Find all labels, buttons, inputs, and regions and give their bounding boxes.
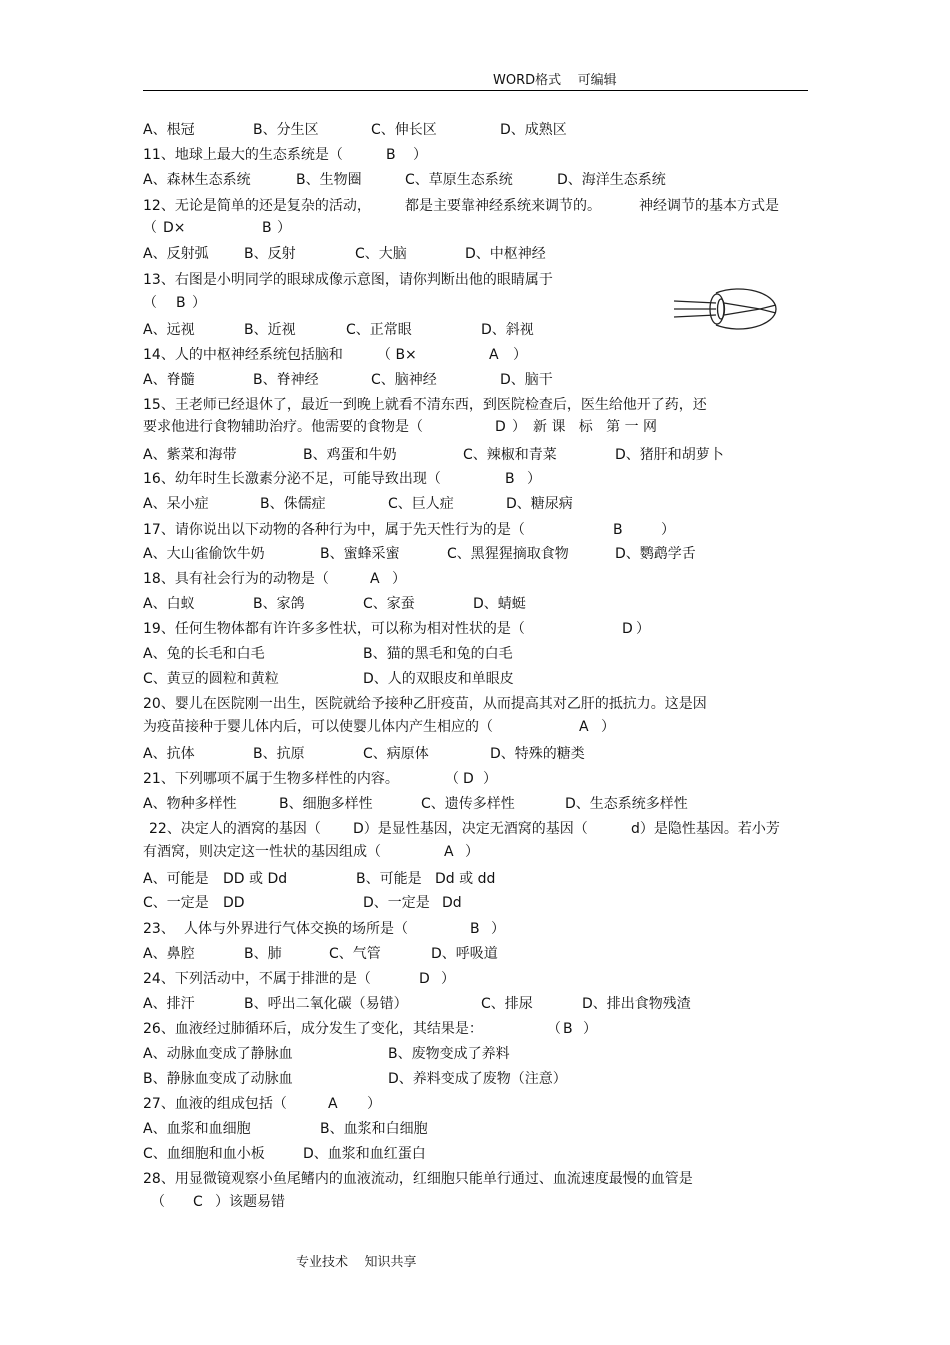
text-segment: C、伸长区 <box>371 122 437 138</box>
text-segment: B <box>613 522 623 538</box>
text-segment: C、脑神经 <box>371 372 437 388</box>
text-segment: d）是隐性基因。若小芳 <box>631 821 780 837</box>
text-segment: D、一定是 <box>363 895 430 911</box>
text-segment: D、特殊的糖类 <box>490 746 585 762</box>
text-segment: 15、王老师已经退休了，最近一到晚上就看不清东西，到医院检查后，医生给他开了药，还 <box>143 397 707 413</box>
text-segment: D、排出食物残渣 <box>582 996 691 1012</box>
text-segment: 14、人的中枢神经系统包括脑和 <box>143 347 343 363</box>
text-segment: 24、下列活动中，不属于排泄的是（ <box>143 971 371 987</box>
text-segment: B、血浆和白细胞 <box>320 1121 428 1137</box>
text-segment: C、巨人症 <box>388 496 454 512</box>
text-segment: A、鼻腔 <box>143 946 195 962</box>
text-segment: 18、具有社会行为的动物是（ <box>143 571 329 587</box>
text-segment: C <box>193 1194 203 1210</box>
text-segment: B、鸡蛋和牛奶 <box>303 447 397 463</box>
text-segment: （ <box>445 771 459 787</box>
text-segment: 19、任何生物体都有许许多多性状，可以称为相对性状的是（ <box>143 621 525 637</box>
text-segment: 23、 <box>143 921 175 937</box>
text-segment: ） <box>277 220 291 236</box>
text-segment: B、肺 <box>244 946 282 962</box>
text-segment: 13、右图是小明同学的眼球成像示意图，请你判断出他的眼睛属于 <box>143 272 553 288</box>
text-segment: B <box>505 471 515 487</box>
text-segment: B <box>563 1021 573 1037</box>
text-segment: B、静脉血变成了动脉血 <box>143 1071 293 1087</box>
text-segment: 新 课 标 第 一 网 <box>533 419 658 435</box>
text-segment: Dd <box>442 895 462 911</box>
text-segment: ） <box>491 921 505 937</box>
text-segment: D <box>419 971 430 987</box>
text-segment: D、猪肝和胡萝卜 <box>615 447 724 463</box>
text-segment: A <box>328 1096 338 1112</box>
text-segment: ） <box>583 1021 597 1037</box>
text-segment: A <box>370 571 380 587</box>
text-segment: A、物种多样性 <box>143 796 237 812</box>
text-segment: C、血细胞和血小板 <box>143 1146 265 1162</box>
text-segment: B、废物变成了养料 <box>388 1046 510 1062</box>
text-segment: 26、血液经过肺循环后，成分发生了变化，其结果是： <box>143 1021 483 1037</box>
text-segment: D、生态系统多样性 <box>565 796 688 812</box>
text-segment: 11、地球上最大的生态系统是（ <box>143 147 343 163</box>
text-segment: A、大山雀偷饮牛奶 <box>143 546 265 562</box>
text-segment: D、蜻蜓 <box>473 596 526 612</box>
text-segment: A、反射弧 <box>143 246 209 262</box>
text-segment: D、海洋生态系统 <box>557 172 666 188</box>
text-segment: B、细胞多样性 <box>279 796 373 812</box>
text-segment: A、白蚁 <box>143 596 195 612</box>
text-segment: D、斜视 <box>481 322 534 338</box>
text-segment: C、一定是 <box>143 895 209 911</box>
text-segment: C、家蚕 <box>363 596 415 612</box>
text-segment: B、脊神经 <box>253 372 319 388</box>
text-segment: （ <box>143 295 157 311</box>
text-segment: D）是显性基因，决定无酒窝的基因（ <box>353 821 588 837</box>
text-segment: B、侏儒症 <box>260 496 326 512</box>
text-segment: ） <box>513 347 527 363</box>
text-segment: B、生物圈 <box>296 172 362 188</box>
text-segment: D、脑干 <box>500 372 553 388</box>
text-segment: DD <box>223 895 245 911</box>
text-segment: C、遗传多样性 <box>421 796 515 812</box>
text-segment: A、抗体 <box>143 746 195 762</box>
text-segment: ） <box>192 295 206 311</box>
text-segment: 人体与外界进行气体交换的场所是（ <box>184 921 408 937</box>
text-segment: B、呼出二氧化碳（易错） <box>244 996 408 1012</box>
text-segment: C、气管 <box>329 946 381 962</box>
text-segment: A <box>489 347 499 363</box>
header-text: WORD格式 可编辑 <box>493 73 617 88</box>
text-segment: A、紫菜和海带 <box>143 447 237 463</box>
text-segment: （ <box>151 1194 165 1210</box>
text-segment: B <box>176 295 186 311</box>
text-segment: 为疫苗接种于婴儿体内后，可以使婴儿体内产生相应的（ <box>143 719 493 735</box>
text-segment: 12、无论是简单的还是复杂的活动， <box>143 198 371 214</box>
text-segment: A、血浆和血细胞 <box>143 1121 251 1137</box>
text-segment: C、黑猩猩摘取食物 <box>447 546 569 562</box>
text-segment: 22、决定人的酒窝的基因（ <box>149 821 321 837</box>
text-segment: A、排汗 <box>143 996 195 1012</box>
text-segment: B、家鸽 <box>253 596 305 612</box>
text-segment: 16、幼年时生长激素分泌不足，可能导致出现（ <box>143 471 441 487</box>
text-segment: ） <box>392 571 406 587</box>
text-segment: D <box>495 419 506 435</box>
text-segment: ） <box>441 971 455 987</box>
text-segment: A <box>444 844 454 860</box>
text-segment: 21、下列哪项不属于生物多样性的内容。 <box>143 771 399 787</box>
text-segment: A、呆小症 <box>143 496 209 512</box>
text-segment: C、草原生态系统 <box>405 172 513 188</box>
text-segment: 有酒窝，则决定这一性状的基因组成（ <box>143 844 381 860</box>
text-segment: D、养料变成了废物（注意） <box>388 1071 567 1087</box>
text-segment: 20、婴儿在医院刚一出生，医院就给予接种乙肝疫苗，从而提高其对乙肝的抵抗力。这是因 <box>143 696 707 712</box>
text-segment: C、辣椒和青菜 <box>463 447 557 463</box>
text-segment: A、远视 <box>143 322 195 338</box>
text-segment: B、反射 <box>244 246 296 262</box>
text-segment: A、动脉血变成了静脉血 <box>143 1046 293 1062</box>
text-segment: 17、请你说出以下动物的各种行为中，属于先天性行为的是（ <box>143 522 525 538</box>
text-segment: D <box>463 771 474 787</box>
text-segment: C、正常眼 <box>346 322 412 338</box>
text-segment: ） <box>465 844 479 860</box>
text-segment: A、可能是 <box>143 871 209 887</box>
text-segment: B、抗原 <box>253 746 305 762</box>
text-segment: ） <box>413 147 427 163</box>
text-segment: A、森林生态系统 <box>143 172 251 188</box>
text-segment: A、根冠 <box>143 122 195 138</box>
text-segment: ） <box>512 419 526 435</box>
eye-diagram-icon <box>672 285 782 333</box>
text-segment: Dd 或 dd <box>435 871 496 887</box>
text-segment: ） <box>367 1096 381 1112</box>
text-segment: B <box>262 220 272 236</box>
text-segment: DD 或 Dd <box>223 871 288 887</box>
text-segment: A、脊髓 <box>143 372 195 388</box>
text-segment: ） <box>636 621 650 637</box>
text-segment: 28、用显微镜观察小鱼尾鳍内的血液流动，红细胞只能单行通过、血流速度最慢的血管是 <box>143 1171 693 1187</box>
text-segment: B、可能是 <box>356 871 422 887</box>
text-segment: ） <box>527 471 541 487</box>
text-segment: 要求他进行食物辅助治疗。他需要的食物是（ <box>143 419 423 435</box>
header-rule <box>143 90 808 91</box>
text-segment: ） <box>661 522 675 538</box>
text-segment: B <box>386 147 396 163</box>
text-segment: A <box>579 719 589 735</box>
text-segment: B、蜜蜂采蜜 <box>320 546 400 562</box>
text-segment: （ <box>143 220 157 236</box>
text-segment: 神经调节的基本方式是 <box>639 198 779 214</box>
page-header <box>0 66 950 90</box>
text-segment: D、糖尿病 <box>506 496 573 512</box>
text-segment: D、鹦鹉学舌 <box>615 546 696 562</box>
text-segment: D、人的双眼皮和单眼皮 <box>363 671 514 687</box>
text-segment: 27、血液的组成包括（ <box>143 1096 287 1112</box>
text-segment: B <box>470 921 480 937</box>
text-segment: A、兔的长毛和白毛 <box>143 646 265 662</box>
text-segment: C、黄豆的圆粒和黄粒 <box>143 671 279 687</box>
text-segment: ） <box>483 771 497 787</box>
text-segment: D、血浆和血红蛋白 <box>303 1146 426 1162</box>
text-segment: C、大脑 <box>355 246 407 262</box>
text-segment: D、成熟区 <box>500 122 567 138</box>
text-segment: B、分生区 <box>253 122 319 138</box>
text-segment: B、猫的黑毛和兔的白毛 <box>363 646 513 662</box>
text-segment: D、呼吸道 <box>431 946 498 962</box>
text-segment: 都是主要靠神经系统来调节的。 <box>405 198 601 214</box>
text-segment: D <box>622 621 633 637</box>
text-segment: B、近视 <box>244 322 296 338</box>
text-segment: C、排尿 <box>481 996 533 1012</box>
text-segment: ）该题易错 <box>215 1194 285 1210</box>
text-segment: D、中枢神经 <box>465 246 546 262</box>
text-segment: （ B× <box>377 347 417 363</box>
text-segment: （ <box>547 1021 561 1037</box>
text-segment: C、病原体 <box>363 746 429 762</box>
page-footer: 专业技术 知识共享 <box>296 1255 417 1270</box>
text-segment: ） <box>601 719 615 735</box>
text-segment: D× <box>163 220 186 236</box>
